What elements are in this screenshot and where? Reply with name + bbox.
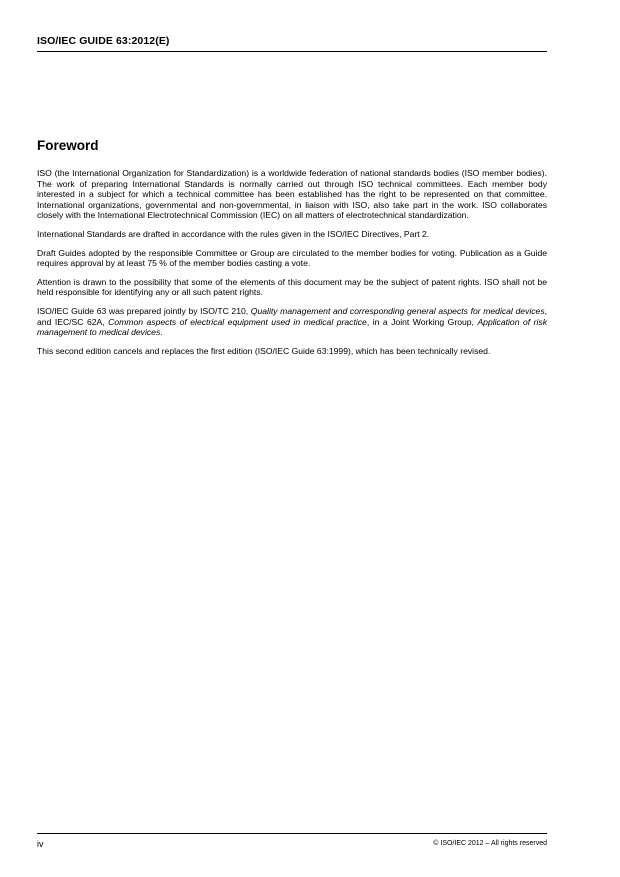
- header-divider: [37, 51, 547, 52]
- footer-divider: [37, 833, 547, 834]
- copyright-notice: © ISO/IEC 2012 – All rights reserved: [433, 840, 547, 847]
- document-header-title: ISO/IEC GUIDE 63:2012(E): [37, 35, 170, 47]
- page-number: iv: [37, 839, 44, 849]
- section-heading: Foreword: [37, 138, 99, 153]
- paragraph-iso-overview: ISO (the International Organization for Standardization) is a worldwide federation of national standards bodies (ISO member bodies). The work of preparing International Standards is normally carried out through ISO technical committees. Each member body interested in a subject for which a technical committee has been established has the right to be represented on that committee. International organizations, governmental and non-governmental, in liaison with ISO, also take part in the work. ISO collaborates closely with the International Electrotechnical Commission (IEC) on all matters of electrotechnical standardization.: [37, 168, 547, 221]
- preparation-text-1: ISO/IEC Guide 63 was prepared jointly by ISO/TC 210,: [37, 305, 251, 316]
- committee-title-tc210: Quality management and corresponding general aspects for medical devices: [250, 305, 545, 316]
- preparation-text-4: .: [160, 327, 163, 338]
- preparation-text-3: , in a Joint Working Group,: [366, 316, 478, 327]
- paragraph-patent-rights: Attention is drawn to the possibility that some of the elements of this document may be the subject of patent rights. ISO shall not be held responsible for identifying any or all such patent rights.: [37, 276, 547, 298]
- paragraph-edition-note: This second edition cancels and replaces the first edition (ISO/IEC Guide 63:1999), which has been technically revised.: [37, 345, 491, 356]
- paragraph-drafting-rules: International Standards are drafted in accordance with the rules given in the ISO/IEC Directives, Part 2.: [37, 228, 430, 239]
- working-group-title: Application of risk management to medical devices: [37, 316, 547, 338]
- committee-title-sc62a: Common aspects of electrical equipment used in medical practice: [108, 316, 367, 327]
- preparation-text-2: , and IEC/SC 62A,: [37, 305, 548, 327]
- paragraph-preparation: [37, 306, 547, 338]
- foreword-body: [37, 168, 547, 364]
- paragraph-voting: Draft Guides adopted by the responsible Committee or Group are circulated to the member bodies for voting. Publication as a Guide requires approval by at least 75 % of the member bodies casting a vote.: [37, 247, 547, 269]
